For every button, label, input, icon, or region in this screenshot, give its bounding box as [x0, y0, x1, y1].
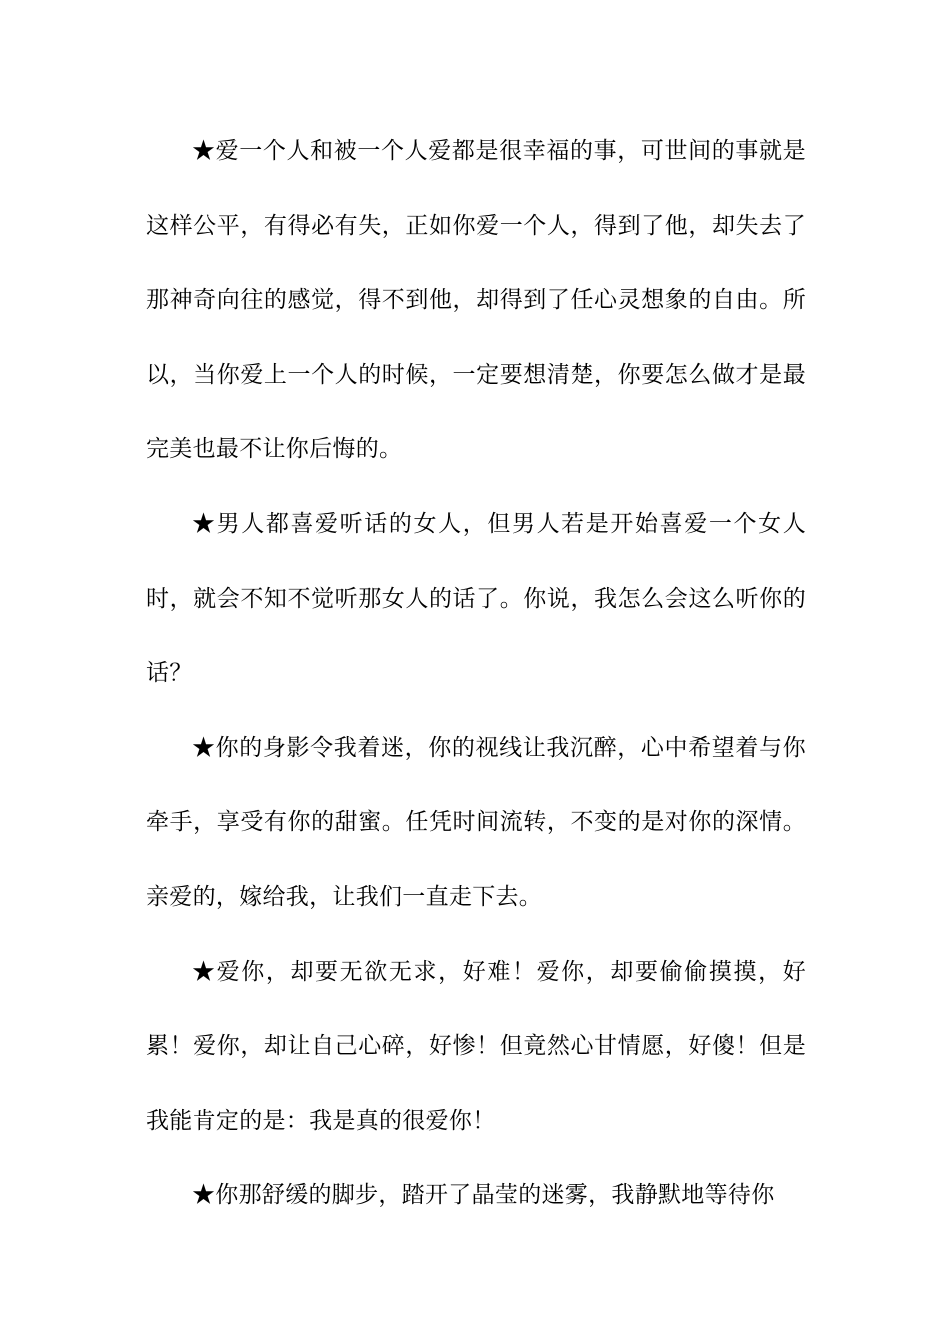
paragraph-4: ★爱你，却要无欲无求，好难！爱你，却要偷偷摸摸，好累！爱你，却让自己心碎，好惨！但竟然心甘情愿，好傻！但是我能肯定的是：我是真的很爱你！ [146, 958, 806, 1134]
paragraph-5: ★你那舒缓的脚步，踏开了晶莹的迷雾，我静默地等待你 [192, 1182, 775, 1209]
paragraph-3: ★你的身影令我着迷，你的视线让我沉醉，心中希望着与你牵手，享受有你的甜蜜。任凭时间流转，不变的是对你的深情。亲爱的，嫁给我，让我们一直走下去。 [146, 734, 806, 910]
paragraph-2: ★男人都喜爱听话的女人，但男人若是开始喜爱一个女人时，就会不知不觉听那女人的话了。你说，我怎么会这么听你的话？ [146, 510, 806, 687]
paragraph-1: ★爱一个人和被一个人爱都是很幸福的事，可世间的事就是这样公平，有得必有失，正如你爱一个人，得到了他，却失去了那神奇向往的感觉，得不到他，却得到了任心灵想象的自由。所以，当你爱上一个人的时候，一定要想清楚，你要怎么做才是最完美也最不让你后悔的。 [146, 138, 806, 463]
document-body [146, 114, 806, 1233]
